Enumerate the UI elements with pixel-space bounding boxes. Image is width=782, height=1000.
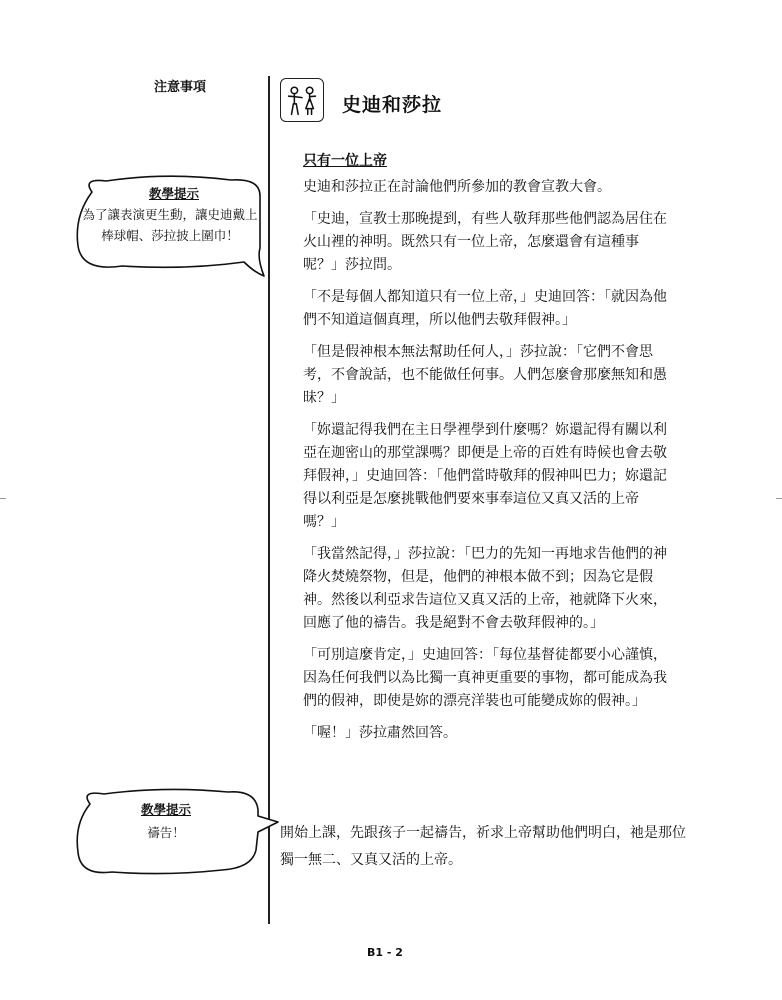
story-paragraph: 「喔！」莎拉肅然回答。 [303, 725, 457, 741]
two-children-icon [280, 78, 324, 122]
tip-heading: 教學提示 [148, 186, 199, 201]
sidebar-title: 注意事項 [153, 80, 206, 95]
story-paragraph: 史迪和莎拉正在討論他們所參加的教會宣教大會。 [303, 179, 611, 195]
story-paragraph: 「不是每個人都知道只有一位上帝，」史迪回答：「就因為他們不知道這個真理，所以他們去敬拜假神。」 [303, 289, 667, 328]
story-dialogue [303, 176, 671, 754]
section-title: 史迪和莎拉 [342, 94, 443, 116]
tip-text: 為了讓表演更生動，讓史迪戴上棒球帽、莎拉披上圍巾！ [82, 207, 258, 243]
story-paragraph: 「妳還記得我們在主日學裡學到什麼嗎？妳還記得有關以利亞在迦密山的那堂課嗎？即便是上帝的百姓有時候也會去敬拜假神，」史迪回答：「他們當時敬拜的假神叫巴力；妳還記得以利亞是怎麼挑戰他們要來事奉這位又真又活的上帝嗎？」 [303, 422, 667, 530]
story-paragraph: 「可別這麼肯定，」史迪回答：「每位基督徒都要小心謹慎，因為任何我們以為比獨一真神更重要的事物，都可能成為我們的假神，即使是妳的漂亮洋裝也可能變成妳的假神。」 [303, 647, 667, 709]
story-paragraph: 「我當然記得，」莎拉說：「巴力的先知一再地求告他們的神降火焚燒祭物，但是，他們的神根本做不到；因為它是假神。然後以利亞求告這位又真又活的上帝，祂就降下火來，回應了他的禱告。我是絕對不會去敬拜假神的。」 [303, 546, 667, 631]
story-paragraph: 「但是假神根本無法幫助任何人，」莎拉說：「它們不會思考，不會說話，也不能做任何事。人們怎麼會那麼無知和愚昧？」 [303, 344, 667, 406]
tip-text: 禱告！ [147, 825, 185, 840]
tip-heading: 教學提示 [140, 802, 191, 817]
story-subheading: 只有一位上帝 [303, 153, 387, 169]
margin-mark-right [776, 498, 782, 499]
teaching-tip-bubble [76, 176, 272, 280]
page-number: B1 - 2 [367, 946, 403, 959]
margin-mark-left [0, 498, 6, 499]
story-paragraph: 「史迪，宣教士那晚提到，有些人敬拜那些他們認為居住在火山裡的神明。既然只有一位上帝，怎麼還會有這種事呢？」莎拉問。 [303, 211, 667, 273]
lesson-opening-text: 開始上課，先跟孩子一起禱告，祈求上帝幫助他們明白，祂是那位獨一無二、又真又活的上帝。 [280, 825, 686, 868]
teaching-tip-bubble [76, 790, 280, 880]
